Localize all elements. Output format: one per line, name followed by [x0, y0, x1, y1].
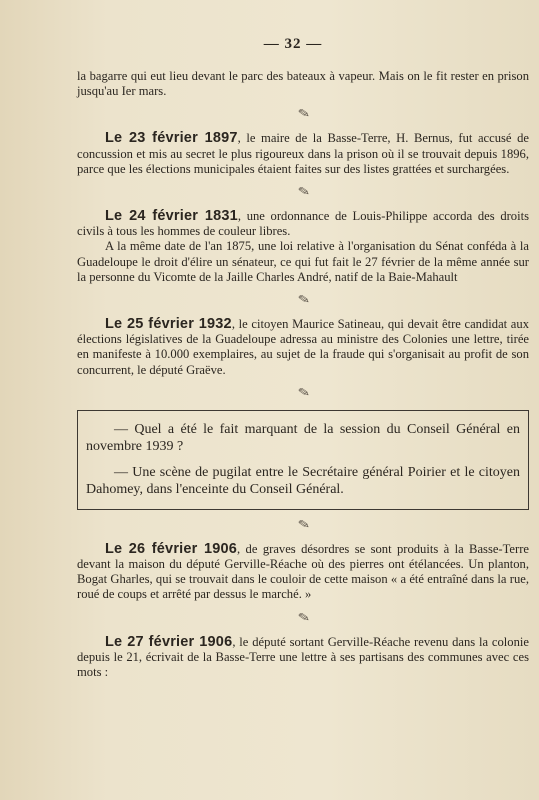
entry-text: la bagarre qui eut lieu devant le parc des bateaux à vapeur. Mais on le fit rester en prison jusqu'au Ier mars. — [77, 69, 529, 99]
entry-text: , le maire de la Basse-Terre, H. Bernus, fut accusé de concussion et mis au secret le plus rigoureux dans la prison où il se trouvait depuis 1896, parce que les élections municipales étaient faites sur des listes grattées et surchargées. — [77, 131, 529, 176]
question-box — [77, 410, 529, 510]
entry-text: , le député sortant Gerville-Réache revenu dans la colonie depuis le 21, écrivait de la Basse-Terre une lettre à ses partisans des communes avec ces mots : — [77, 634, 529, 680]
entry-paragraph — [77, 542, 529, 603]
entry-date: Le 25 février 1932 — [105, 316, 232, 333]
entry-text: , de graves désordres se sont produits à la Basse-Terre devant la maison du député Gerville-Réache où des pierres ont étélancées. Un planton, Bogat Gharles, qui se trouvait dans le couloir de cette maison « a été entraîné dans la rue, roué de coups et arrêté par dessus le marché. » — [77, 541, 530, 602]
entry-date: Le 23 février 1897 — [105, 130, 238, 147]
separator-ornament: ✎ — [297, 294, 309, 307]
separator-ornament: ✎ — [297, 611, 309, 624]
box-answer: — Une scène de pugilat entre le Secrétaire général Poirier et le citoyen Dahomey, dans l'enceinte du Conseil Général. — [86, 464, 520, 498]
separator-ornament: ✎ — [297, 186, 309, 199]
page-number: — 32 — — [263, 36, 323, 52]
entry-paragraph — [77, 131, 529, 177]
entry-paragraph — [77, 209, 529, 239]
entry-27-fevrier — [77, 635, 529, 681]
separator-ornament: ✎ — [297, 518, 309, 531]
entry-date: Le 26 février 1906 — [105, 540, 238, 557]
entry-continuation-paragraph: A la même date de l'an 1875, une loi relative à l'organisation du Sénat conféda à la Guadeloupe le droit d'élire un sénateur, ce qui fut fait le 27 février de la même année sur la personne du Vicomte de la Jaille Charles André, natif de la Baie-Mahault — [77, 239, 529, 284]
entry-text: , le citoyen Maurice Satineau, qui devait être candidat aux élections législatives de la Guadeloupe adressa au ministre des Colonies une lettre, tirée en manifeste à 10.000 exemplaires, au sujet de la fraude qui s'organisait au profit de son concurrent, le député Graëve. — [77, 317, 529, 377]
entry-26-fevrier — [77, 542, 529, 603]
separator-ornament: ✎ — [297, 386, 309, 399]
separator-ornament: ✎ — [297, 108, 309, 121]
entry-25-fevrier — [77, 317, 529, 378]
entry-paragraph — [77, 635, 529, 681]
entry-24-fevrier — [77, 209, 529, 285]
entry-date: Le 24 février 1831 — [105, 208, 238, 225]
entry-continuation — [77, 69, 529, 99]
entry-text: , une ordonnance de Louis-Philippe accorda des droits civils à tous les hommes de couleur libres. — [77, 209, 530, 239]
entry-23-fevrier — [77, 131, 529, 177]
entry-date: Le 27 février 1906 — [105, 633, 233, 650]
entry-paragraph — [77, 317, 529, 378]
box-question: — Quel a été le fait marquant de la session du Conseil Général en novembre 1939 ? — [86, 421, 520, 455]
